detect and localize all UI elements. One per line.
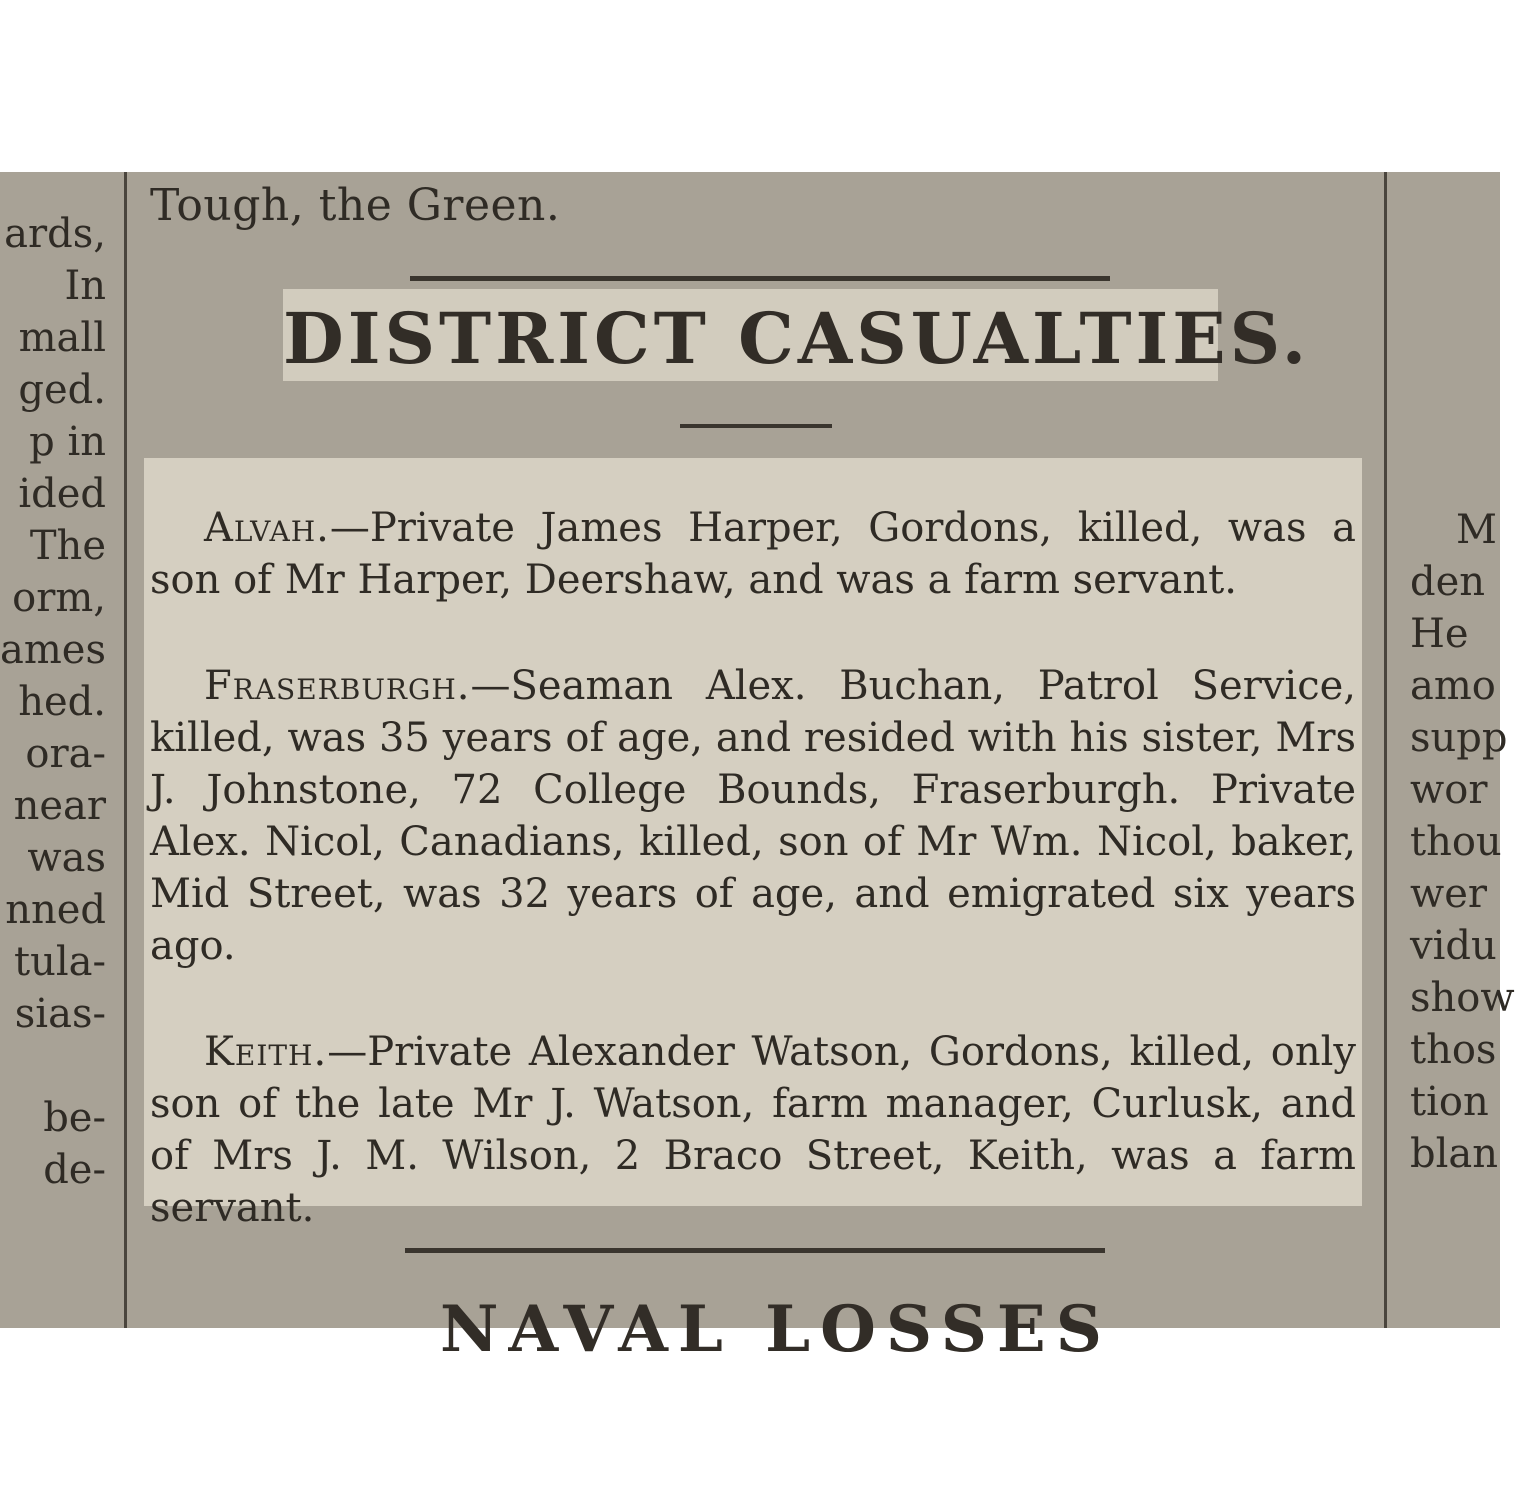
- right-fragment: den: [1410, 559, 1486, 605]
- right-fragment: thou: [1410, 819, 1502, 865]
- entry-text: —Private Alexander Watson, Gordons, killed, only son of the late Mr J. Watson, farm manager, Curlusk, and of Mrs J. M. Wilson, 2 Braco Street, Keith, was a farm servant.: [150, 1029, 1356, 1231]
- left-fragment: sias-: [14, 991, 106, 1037]
- left-fragment: hed.: [18, 679, 106, 725]
- entry-text: —Private James Harper, Gordons, killed, was a son of Mr Harper, Deershaw, and was a farm servant.: [150, 505, 1356, 603]
- left-fragment: be-: [43, 1095, 106, 1141]
- headline: DISTRICT CASUALTIES.: [283, 297, 1311, 380]
- right-fragment: M: [1456, 507, 1497, 553]
- left-column-fragments: [0, 172, 112, 1328]
- left-fragment: ided: [18, 471, 106, 517]
- column-rule-left: [124, 172, 127, 1328]
- left-fragment: In: [64, 263, 106, 309]
- right-fragment: show: [1410, 975, 1515, 1021]
- left-fragment: nned: [5, 887, 106, 933]
- right-fragment: wor: [1410, 767, 1488, 813]
- left-fragment: de-: [43, 1147, 106, 1193]
- left-fragment: p in: [29, 419, 106, 465]
- entry-fraserburgh: [150, 660, 1356, 972]
- section-divider-top: [410, 276, 1110, 281]
- entry-keith: [150, 1026, 1356, 1234]
- left-fragment: orm,: [12, 575, 106, 621]
- right-fragment: tion: [1410, 1079, 1489, 1125]
- left-fragment: mall: [18, 315, 106, 361]
- left-fragment: ora-: [25, 731, 106, 777]
- headline-panel: [283, 289, 1311, 381]
- right-fragment: thos: [1410, 1027, 1497, 1073]
- column-rule-right: [1384, 172, 1387, 1328]
- right-fragment: He: [1410, 611, 1469, 657]
- left-fragment: tula-: [14, 939, 106, 985]
- left-fragment: was: [27, 835, 106, 881]
- entry-place: Fraserburgh.: [204, 663, 471, 709]
- right-fragment: blan: [1410, 1131, 1499, 1177]
- article-body: [144, 458, 1362, 1231]
- entry-alvah: [150, 502, 1356, 606]
- headline-underline: [680, 424, 832, 428]
- section-divider-bottom: [405, 1248, 1105, 1253]
- newspaper-page: [0, 172, 1515, 1367]
- entry-place: Alvah.: [204, 505, 330, 551]
- right-fragment: wer: [1410, 871, 1488, 917]
- left-fragment: ged.: [18, 367, 106, 413]
- left-fragment: near: [13, 783, 106, 829]
- next-article-headline: NAVAL LOSSES: [440, 1292, 1112, 1367]
- right-fragment: supp: [1410, 715, 1508, 761]
- left-fragment: The: [29, 523, 106, 569]
- right-fragment: vidu: [1410, 923, 1497, 969]
- previous-article-last-line: Tough, the Green.: [150, 180, 561, 231]
- left-fragment: ards,: [4, 211, 106, 257]
- right-fragment: amo: [1410, 663, 1496, 709]
- left-fragment: ames: [0, 627, 106, 673]
- entry-text: —Seaman Alex. Buchan, Patrol Service, killed, was 35 years of age, and resided with his sister, Mrs J. Johnstone, 72 College Bounds, Fraserburgh. Private Alex. Nicol, Canadians, killed, son of Mr Wm. Nicol, baker, Mid Street, was 32 years of age, and emigrated six years ago.: [150, 663, 1356, 969]
- entry-place: Keith.: [204, 1029, 328, 1075]
- right-column-fragments: [1396, 172, 1515, 1328]
